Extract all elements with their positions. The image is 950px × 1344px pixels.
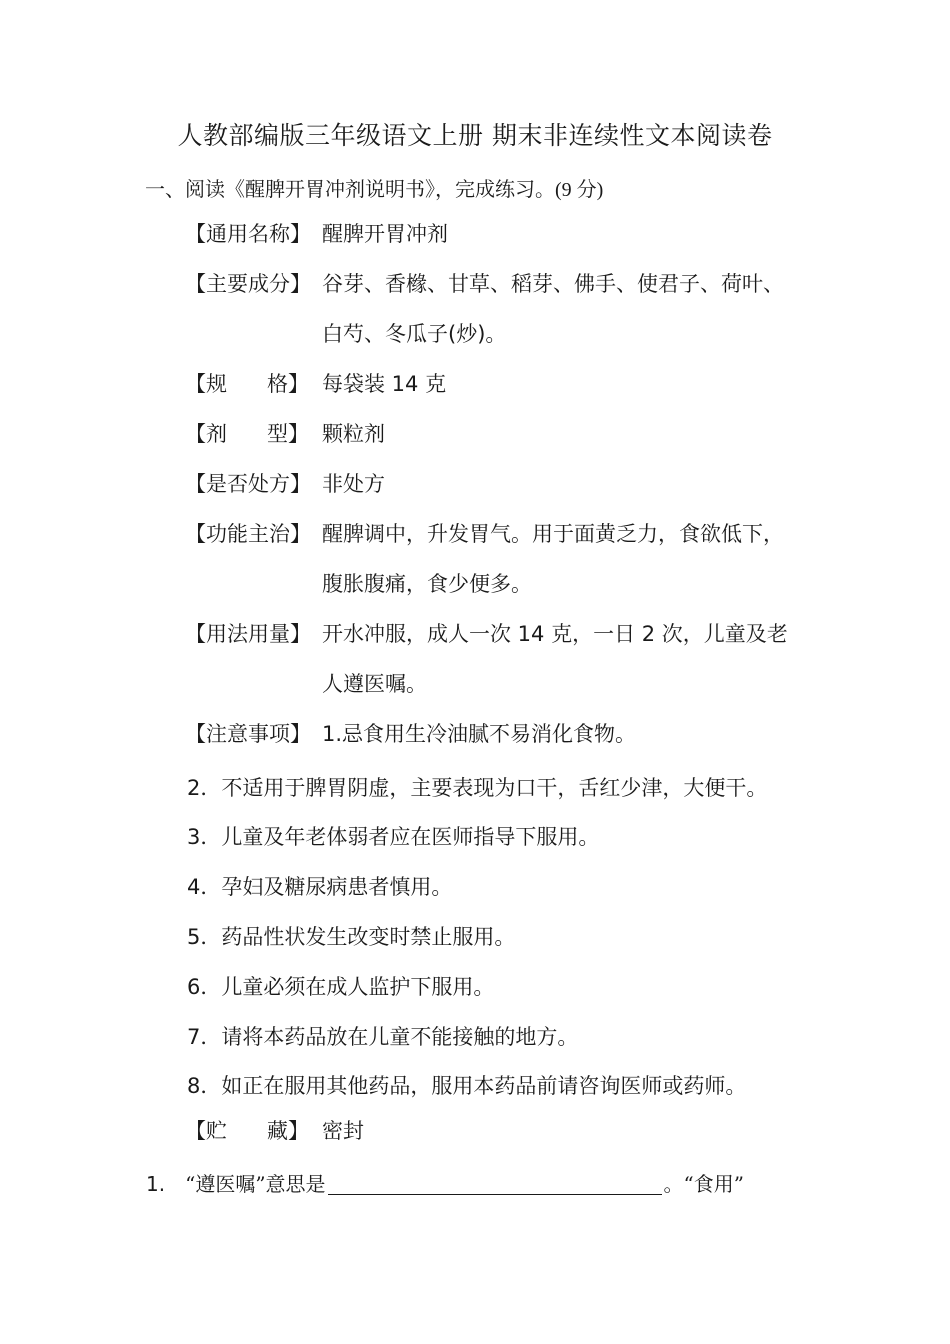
field-value: 谷芽、香橼、甘草、稻芽、佛手、使君子、荷叶、 [322,272,784,296]
field-value: 非处方 [322,472,385,496]
field-value: 密封 [322,1119,364,1143]
field-indications-continued: 腹胀腹痛，食少便多。 [322,572,532,596]
field-storage [185,1115,364,1145]
field-value: 醒脾开胃冲剂 [322,222,448,246]
question-suffix: 。“食用” [663,1172,744,1196]
field-ingredients-continued: 白芍、冬瓜子(炒)。 [322,322,507,346]
precaution-note: 2．不适用于脾胃阴虚，主要表现为口干，舌红少津，大便干。 [187,776,768,800]
field-label: 【贮 藏】 [185,1119,310,1143]
field-usage-continued: 人遵医嘱。 [322,672,427,696]
field-precautions [185,718,636,748]
field-dosage-form [185,418,385,448]
field-value: 每袋装 14 克 [322,372,447,396]
field-label: 【是否处方】 [185,472,311,496]
section-points: (9 分) [555,179,604,201]
field-generic-name [185,218,448,248]
question-prefix: “遵医嘱”意思是 [185,1172,326,1196]
section-heading-text: 一、阅读《醒脾开胃冲剂说明书》，完成练习。 [145,177,555,201]
field-value: 开水冲服，成人一次 14 克，一日 2 次，儿童及老 [322,622,788,646]
question-1 [146,1168,744,1197]
field-specification [185,368,446,398]
field-ingredients [185,268,784,298]
field-label: 【剂 型】 [185,422,310,446]
field-label: 【规 格】 [185,372,310,396]
field-label: 【功能主治】 [185,522,311,546]
section-heading [145,173,603,202]
field-value: 1.忌食用生冷油腻不易消化食物。 [322,722,637,746]
field-prescription [185,468,385,498]
precaution-note: 3．儿童及年老体弱者应在医师指导下服用。 [187,825,600,849]
field-label: 【通用名称】 [185,222,311,246]
field-value: 颗粒剂 [322,422,385,446]
precaution-note: 6．儿童必须在成人监护下服用。 [187,975,495,999]
field-usage [185,618,788,648]
precaution-note: 7．请将本药品放在儿童不能接触的地方。 [187,1025,579,1049]
field-label: 【注意事项】 [185,722,311,746]
field-indications [185,518,784,548]
question-number: 1. [146,1172,166,1196]
precaution-note: 5．药品性状发生改变时禁止服用。 [187,925,516,949]
precaution-note: 8．如正在服用其他药品，服用本药品前请咨询医师或药师。 [187,1074,747,1098]
answer-blank[interactable] [328,1172,662,1195]
precaution-note: 4．孕妇及糖尿病患者慎用。 [187,875,453,899]
field-value: 醒脾调中，升发胃气。用于面黄乏力，食欲低下， [322,522,784,546]
document-title: 人教部编版三年级语文上册 期末非连续性文本阅读卷 [177,121,773,150]
field-label: 【主要成分】 [185,272,311,296]
field-label: 【用法用量】 [185,622,311,646]
